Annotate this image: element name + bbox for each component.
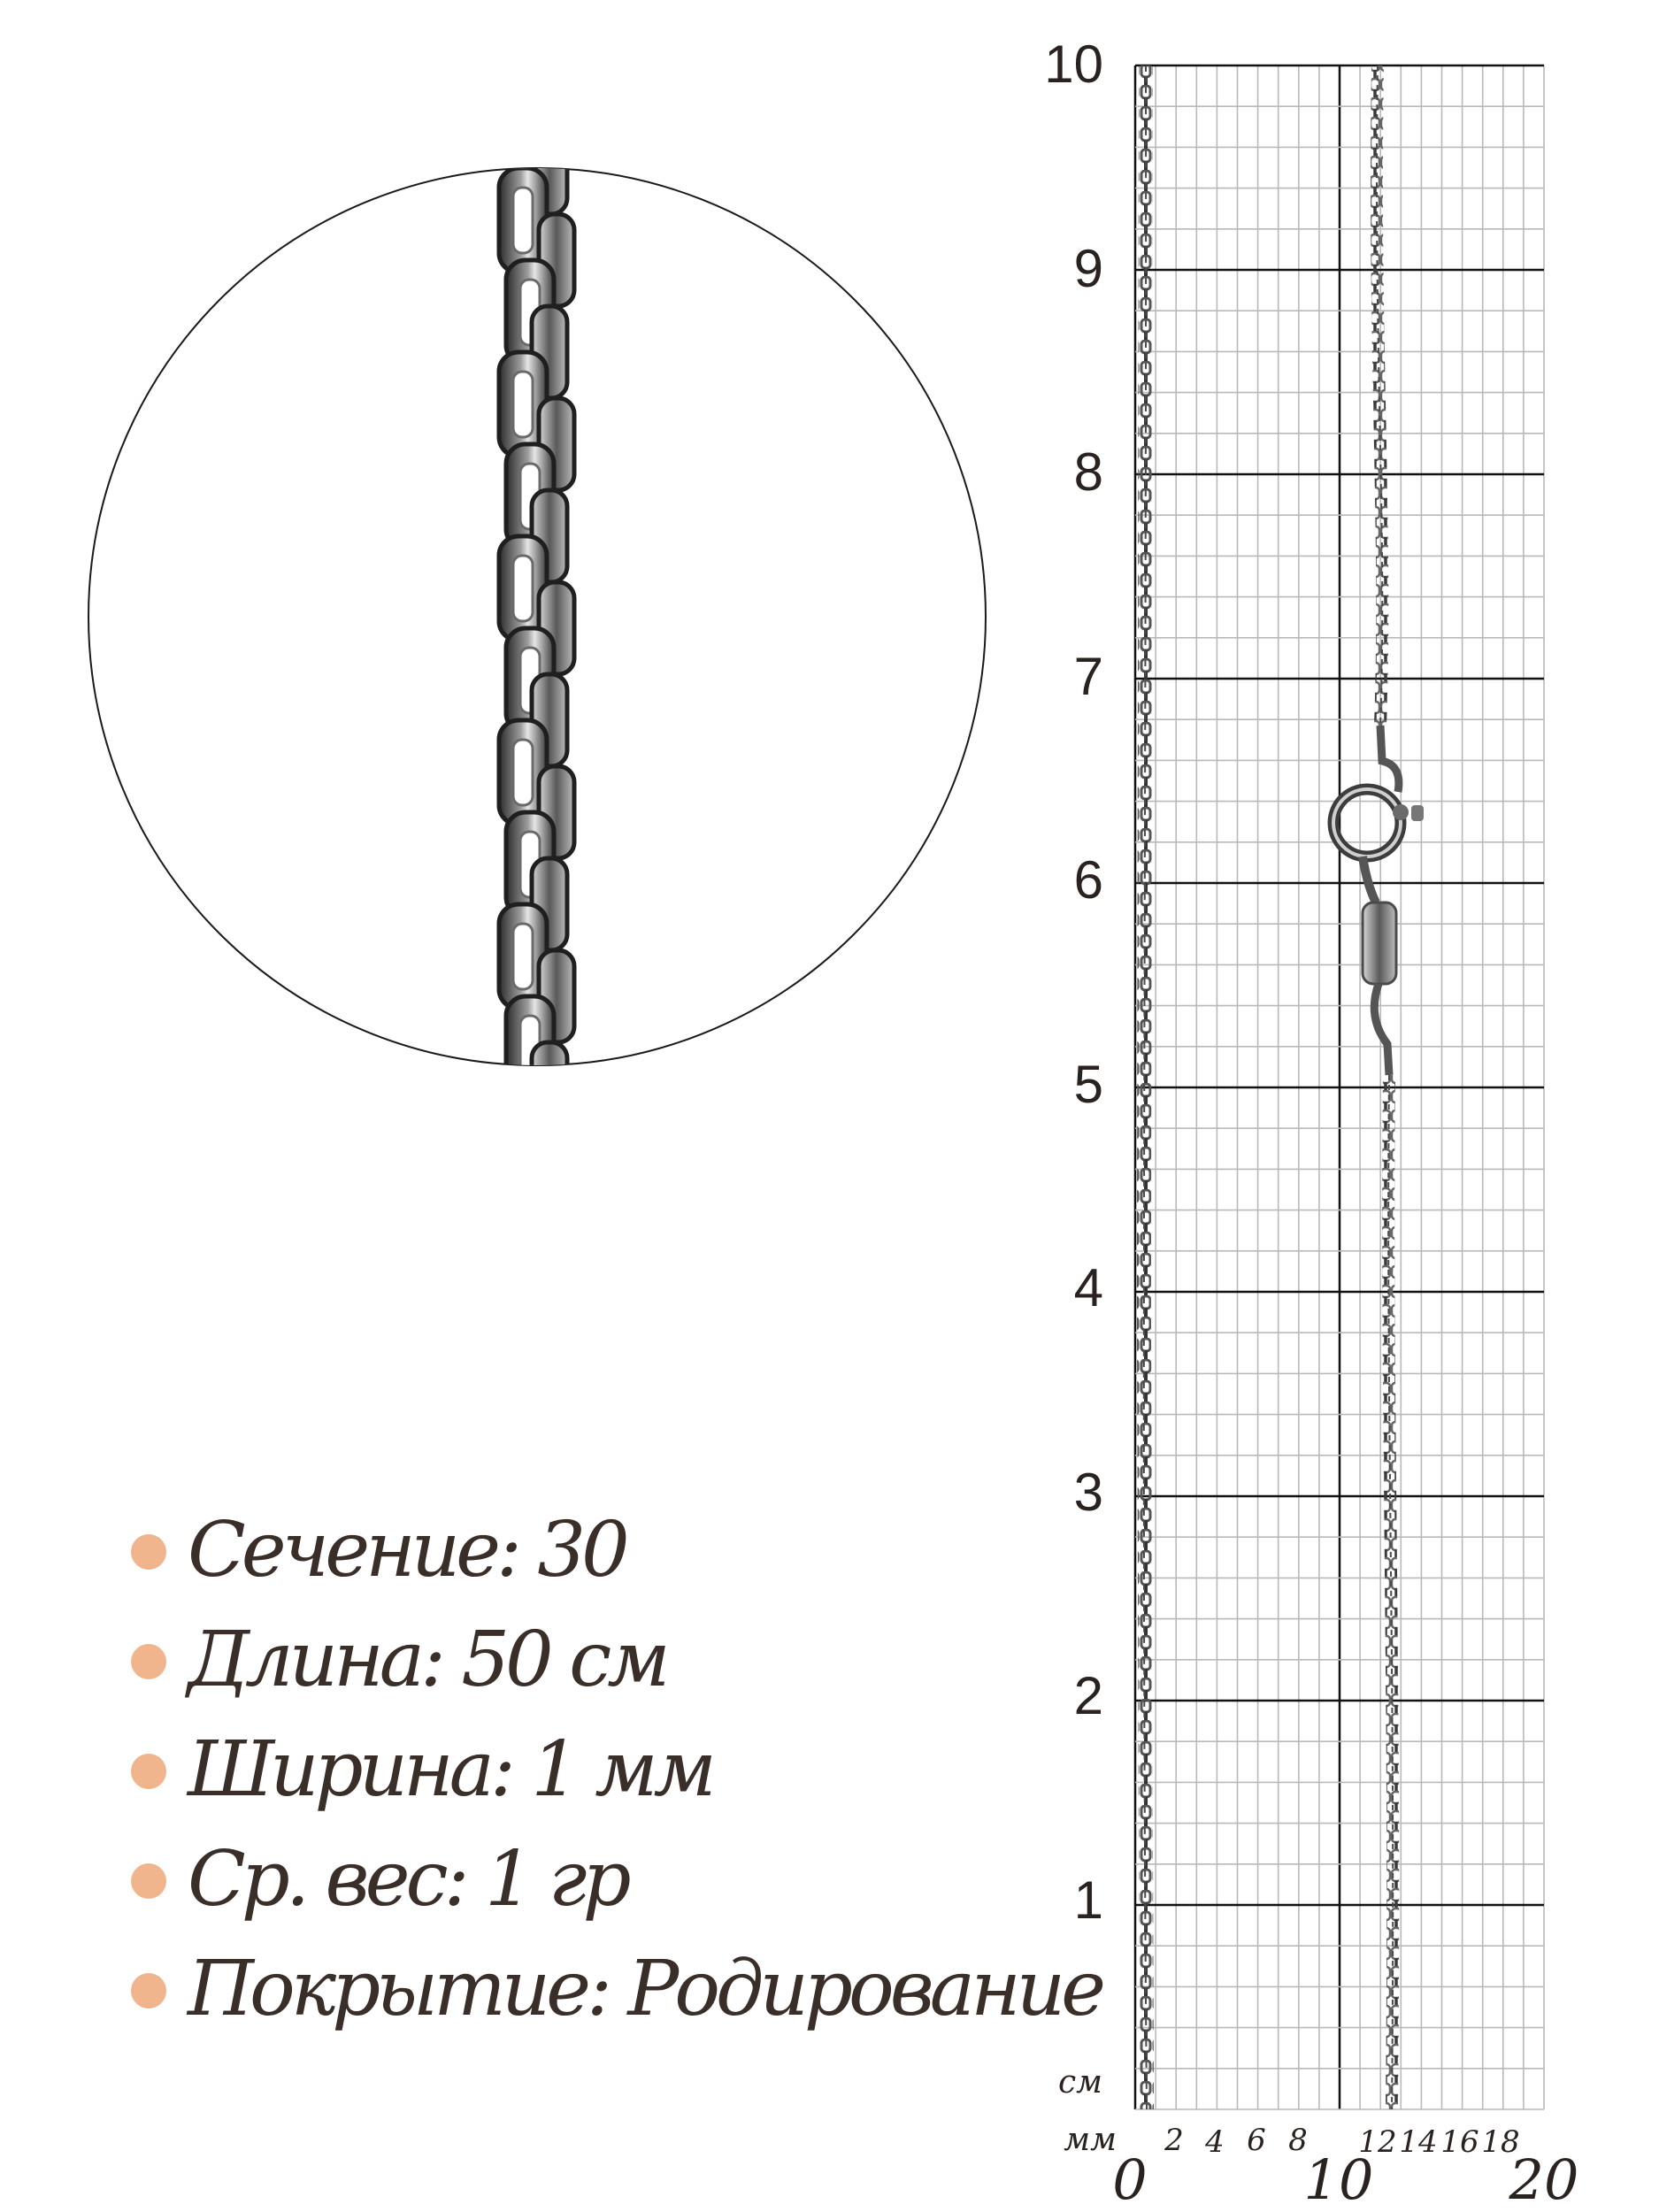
chain-link [506, 1180, 554, 1285]
spring-ring-clasp-icon [1333, 726, 1424, 1075]
mm-tick-label: 16 [1440, 2124, 1479, 2160]
mm-tick-label: 6 [1247, 2123, 1266, 2158]
mm-tick-label: 8 [1288, 2123, 1308, 2158]
chain-link-hole [513, 556, 533, 621]
major-tick-label: 0 [1112, 2147, 1148, 2212]
chain-closeup-loupe [88, 76, 986, 1318]
spec-label: Сечение: [188, 1506, 518, 1594]
chain-link-hole [513, 1108, 533, 1173]
major-tick-label: 20 [1509, 2147, 1579, 2212]
cm-tick-label: 2 [1073, 1666, 1103, 1725]
spec-item-length [122, 1605, 1102, 1715]
ruler-grid [1135, 65, 1544, 2109]
spec-label: Ширина: [188, 1725, 511, 1814]
spec-value: 50 см [461, 1616, 666, 1704]
chain-link [532, 1226, 567, 1318]
chain-strand-left [1144, 65, 1147, 2109]
cm-unit-label: см [1057, 2064, 1102, 2101]
major-tick-label: 10 [1303, 2147, 1374, 2212]
spec-item-weight [122, 1824, 1102, 1934]
mm-tick-label: 18 [1481, 2124, 1520, 2160]
mm-axis-labels [1064, 2122, 1578, 2212]
bullet-icon [131, 1644, 166, 1679]
cm-tick-label: 7 [1073, 647, 1103, 706]
chain-link [539, 1134, 574, 1226]
spec-label: Покрытие: [188, 1945, 609, 2033]
spec-list [122, 1495, 1102, 2044]
bullet-icon [131, 1754, 166, 1789]
bullet-icon [131, 1534, 166, 1570]
mm-tick-label: 12 [1358, 2124, 1397, 2160]
spec-value: Родирование [627, 1945, 1102, 2033]
spec-item-coating [122, 1934, 1102, 2044]
chain-link-hole [513, 740, 533, 805]
chain-link [532, 1042, 567, 1134]
bullet-icon [131, 1973, 166, 2008]
cm-tick-label: 10 [1044, 35, 1103, 94]
cm-tick-label: 3 [1073, 1463, 1103, 1522]
chain-link-hole [513, 372, 533, 437]
chain-closeup-icon [499, 76, 574, 1318]
mm-tick-label: 4 [1205, 2124, 1225, 2160]
cm-tick-label: 4 [1073, 1258, 1103, 1317]
mm-unit-label: мм [1064, 2122, 1117, 2158]
spec-value: 1 гр [484, 1835, 627, 1924]
cm-tick-label: 6 [1073, 850, 1103, 910]
spec-label: Длина: [188, 1616, 442, 1704]
chain-link-hole [520, 1200, 540, 1265]
chain-link [499, 1088, 547, 1193]
cm-tick-label: 9 [1073, 239, 1103, 298]
chain-link [506, 76, 554, 180]
mm-tick-label: 14 [1399, 2124, 1438, 2160]
mm-tick-label: 2 [1164, 2123, 1184, 2158]
spec-label: Ср. вес: [188, 1835, 465, 1924]
bullet-icon [131, 1863, 166, 1899]
cm-tick-label: 5 [1073, 1055, 1103, 1114]
chain-link-hole [513, 188, 533, 253]
cm-tick-label: 1 [1073, 1870, 1103, 1930]
cm-tick-label: 8 [1073, 442, 1103, 502]
spec-item-width [122, 1715, 1102, 1824]
spec-value: 1 мм [531, 1725, 712, 1814]
spec-item-section [122, 1495, 1102, 1605]
chain-link-hole [513, 924, 533, 989]
spec-value: 30 [537, 1506, 626, 1594]
chain-link-hole [520, 96, 540, 161]
